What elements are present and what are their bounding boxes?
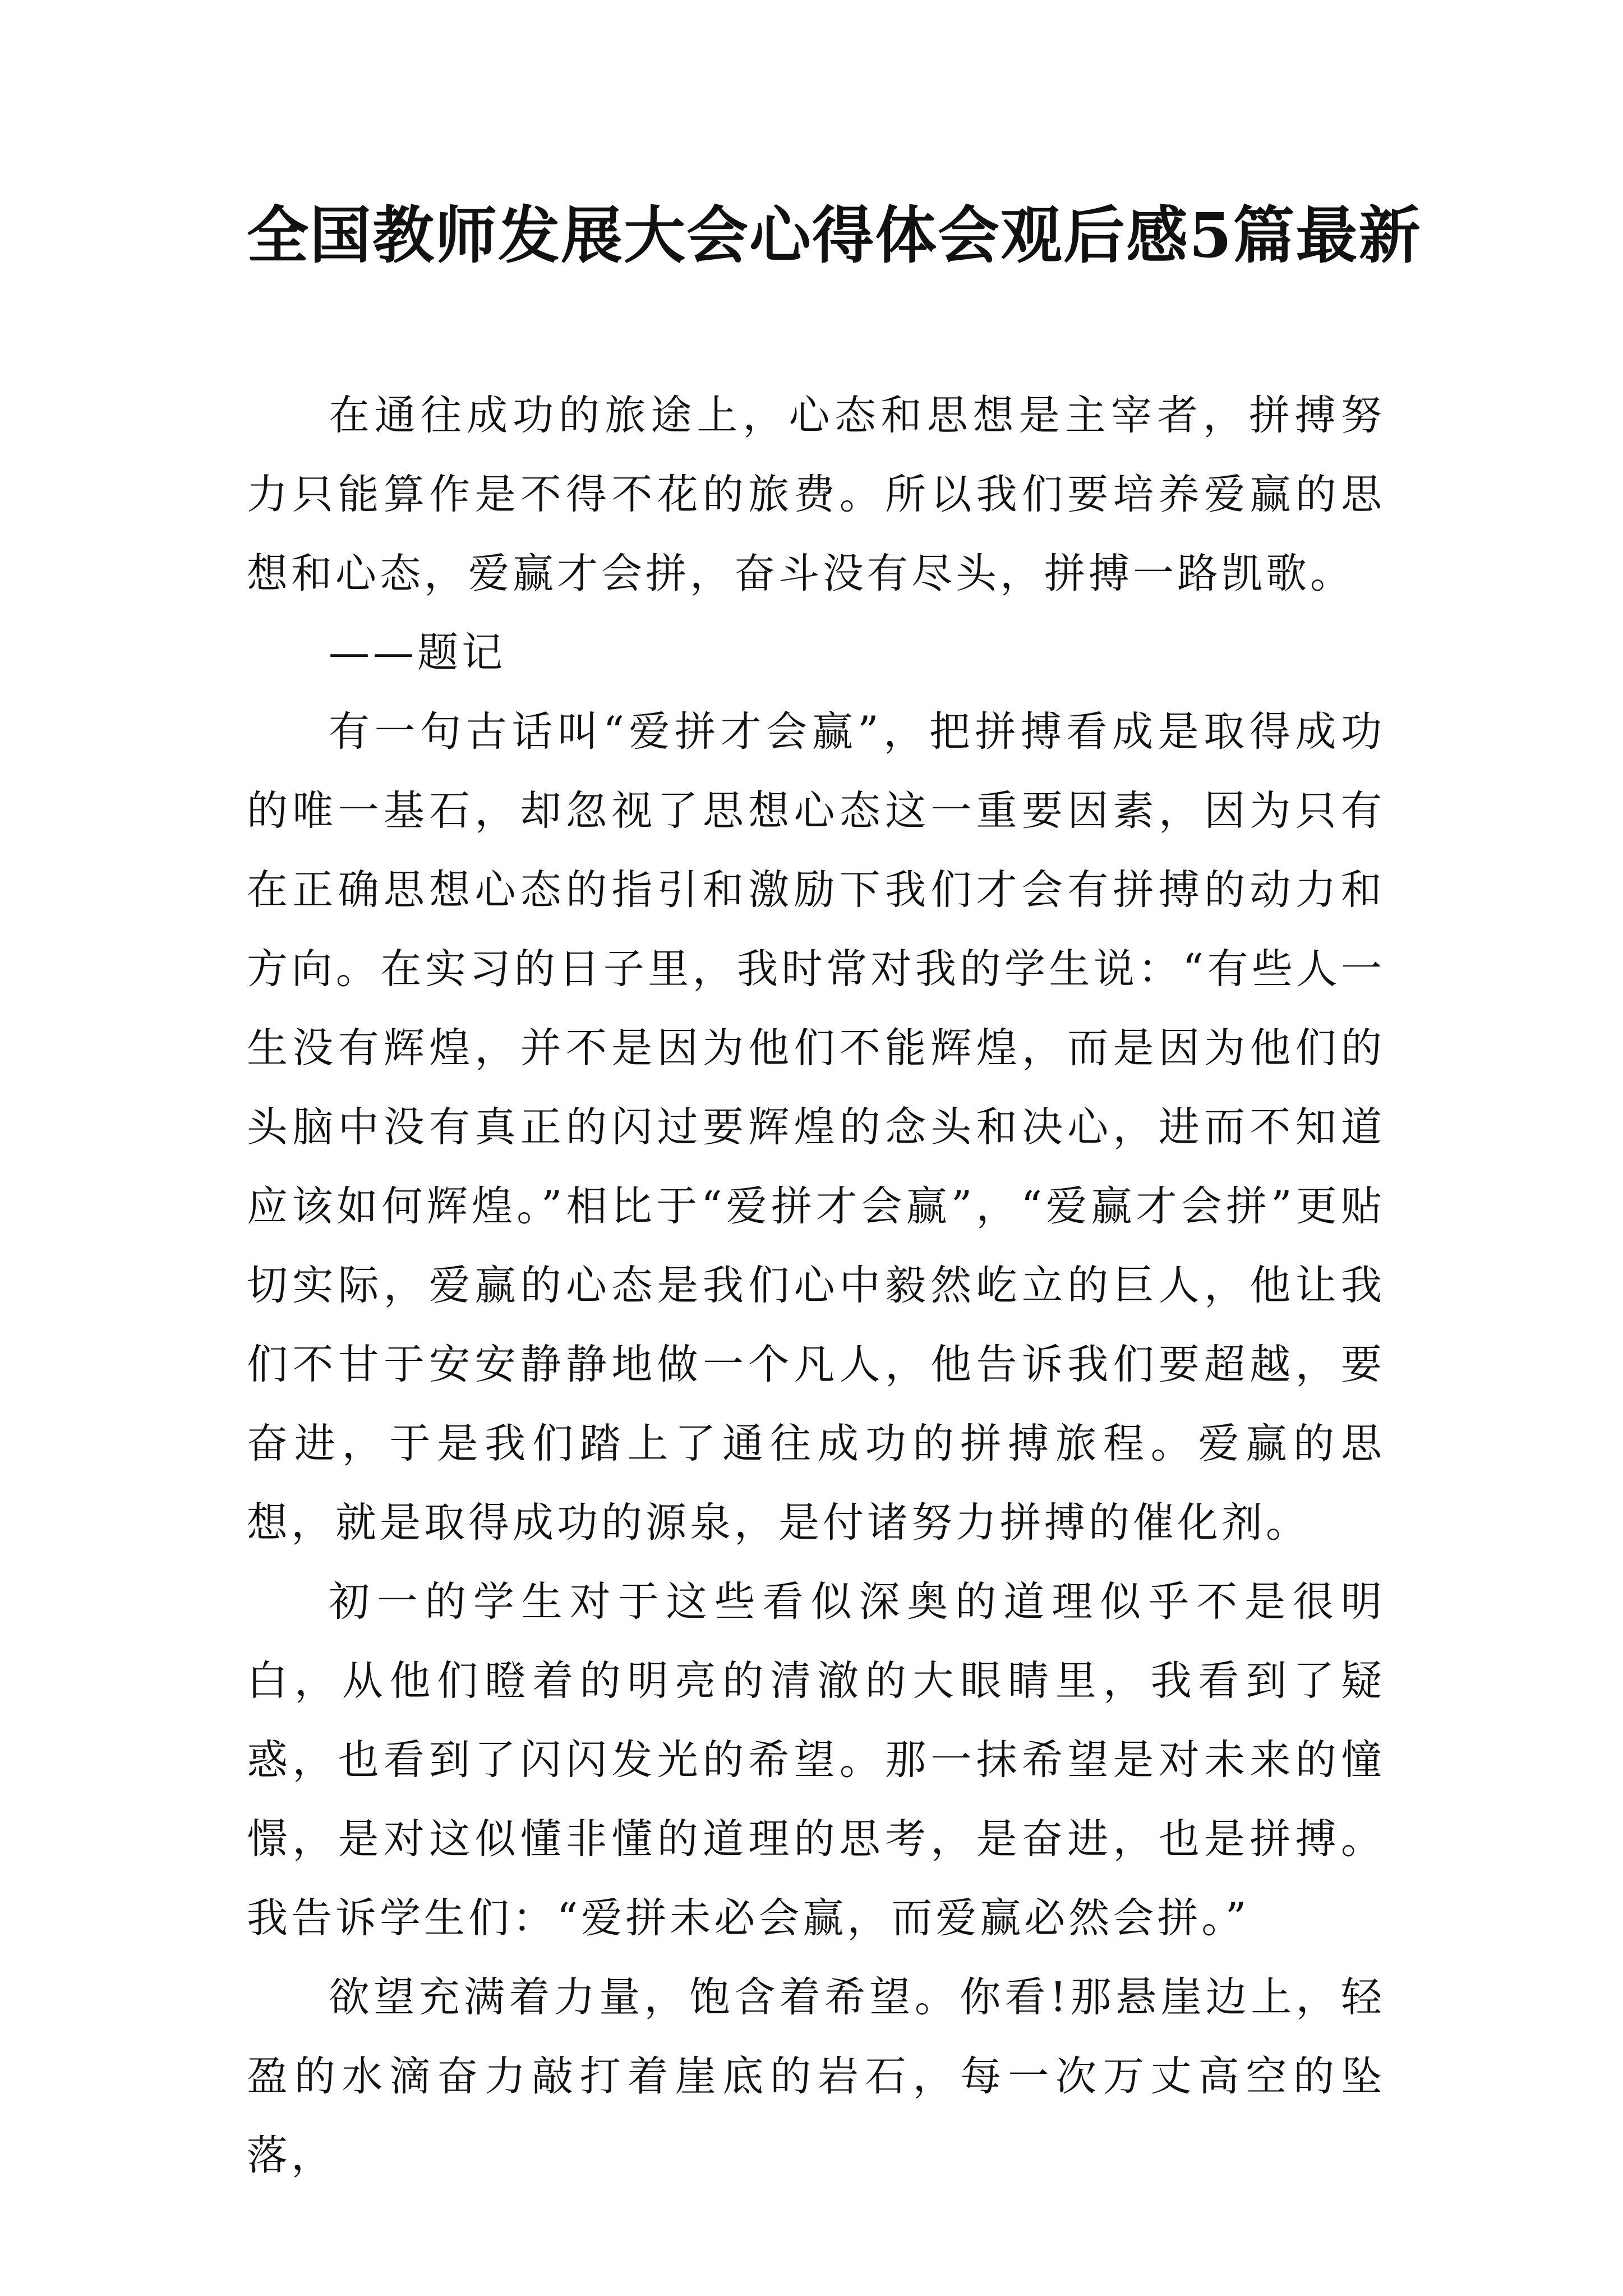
epigraph-signature: ——题记 [329, 629, 506, 677]
paragraph-4: 欲望充满着力量，饱含着希望。你看!那悬崖边上，轻盈的水滴奋力敲打着崖底的岩石，每一次万丈高空的坠落， [247, 1973, 1385, 2179]
paragraph-intro: 在通往成功的旅途上，心态和思想是主宰者，拼搏努力只能算作是不得不花的旅费。所以我们要培养爱赢的思想和心态，爱赢才会拼，奋斗没有尽头，拼搏一路凯歌。 [247, 392, 1385, 597]
document-title: 全国教师发展大会心得体会观后感5篇最新 [247, 199, 1422, 272]
paragraph-3: 初一的学生对于这些看似深奥的道理似乎不是很明白，从他们瞪着的明亮的清澈的大眼睛里，我看到了疑惑，也看到了闪闪发光的希望。那一抹希望是对未来的憧憬，是对这似懂非懂的道理的思考，是奋进，也是拼搏。我告诉学生们：“爱拼未必会赢，而爱赢必然会拼。” [247, 1578, 1385, 1942]
paragraph-2: 有一句古话叫“爱拼才会赢”，把拼搏看成是取得成功的唯一基石，却忽视了思想心态这一重要因素，因为只有在正确思想心态的指引和激励下我们才会有拼搏的动力和方向。在实习的日子里，我时常对我的学生说：“有些人一生没有辉煌，并不是因为他们不能辉煌，而是因为他们的头脑中没有真正的闪过要辉煌的念头和决心，进而不知道应该如何辉煌。”相比于“爱拼才会赢”，“爱赢才会拼”更贴切实际，爱赢的心态是我们心中毅然屹立的巨人，他让我们不甘于安安静静地做一个凡人，他告诉我们要超越，要奋进，于是我们踏上了通往成功的拼搏旅程。爱赢的思想，就是取得成功的源泉，是付诸努力拼搏的催化剂。 [247, 708, 1385, 1547]
document-body [247, 376, 1385, 2195]
